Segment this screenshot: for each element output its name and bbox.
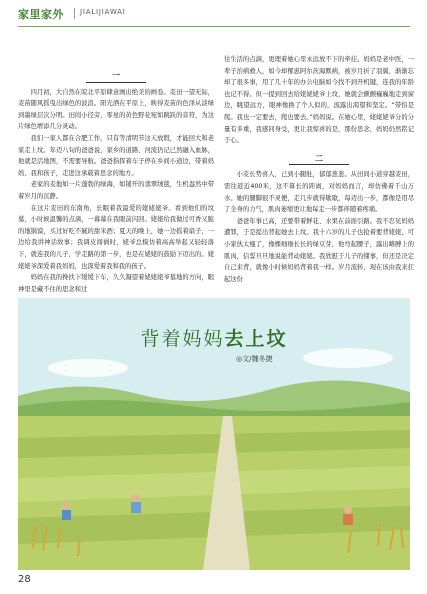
section-number: 一 — [112, 71, 120, 80]
magazine-subtitle: JIALIJIAWAI — [80, 8, 126, 16]
farmer-figure-right — [343, 506, 353, 525]
field-illustration — [18, 298, 410, 570]
author-name: ◎文/魏冬捷 — [236, 355, 273, 363]
paragraph: 妈妈在我的搀扶下缓缓下车，久久凝望着姥姥姥爷墓地的方向，眼神里是藏不住的思念和过 — [18, 274, 214, 293]
paragraph: 四月初，大自然在皖北平原肆意画出绝美的画卷。麦田一望无际，麦苗随风摇曳出绿色的波浪。阳光洒在平原上，映得麦苗的色泽从淡绿到墨绿层次分明。田间小径旁，零星的黄色野花宛如跳跃的音符，为这片绿色增添几分灵动。 — [18, 88, 214, 131]
paragraph: 我们一家人都在合肥工作，只有等清明节这天放假，才能回大和老家走上坟。年迈八旬的爸爸说，家乡的道路、河流仍记已然融入血脉，他就是活地图，不需要导航。爸爸指挥着车子停在乡间小道边，带着妈妈、我和孩子，走进这承载着思念的地方。 — [18, 134, 214, 177]
paragraph: 小麦长势喜人，已到小腿肚，郁郁葱葱。从田间小道穿越麦田，需往返近400米，这不算长的距离，对妈妈而言，却仿佛着千山万水。她的腿脚很不灵便，走几步就得歇歇，每迈出一步，都像是用尽了全身的力气，肌肉萎缩更让地每走一步都伴随着疼痛。 — [224, 171, 414, 214]
header-divider — [74, 8, 75, 19]
section-number: 二 — [315, 153, 323, 163]
paragraph: 在这片麦田的东南角，长眠着我最爱的姥姥姥爷。看到他们的坟墓，小时候温馨的点滴，一幕幕在我眼前闪回。姥姥给我做过可香又脆的地锅馍，买过好吃不腻的甜米酒；夏天的晚上，她一边摇着扇子，一边给我讲神话故事；我调皮闯祸时，姥爷总模仿着高高举起又轻轻落下，就连我的儿子，学走路的第一步，也是在姥姥的鼓励下迈出的。姥姥姥爷深爱着我妈妈，也深爱着我和我的孩子。 — [18, 204, 214, 270]
paragraph: 往生活的点滴，更理着她心里永远放不下的牵挂。妈妈是老中医，一辈子治病救人，如今却罹患阿尔茨海默病，被岁月折了羽翼，渐渐忘却了很多事，用了几十年的办公电脑如今找不到开机键，连我的年龄也记不得。但一提到回去给姥姥姥爷上坟，她就会颤颤巍巍地走到窗边，眺望远方，眼神像换了个人似的，流露出渴望和坚定。“带怕是爬。我也一定要去，爬也要去。”妈妈说。在她心里，姥姥姥爷分的分量有多重，我感同身受，更让我惊喜的是，那份思念，妈妈仍然铭记于心。 — [224, 56, 414, 145]
page-number: 28 — [18, 574, 31, 585]
author-line — [236, 354, 272, 364]
paragraph: 爸爸年事已高，还要带着鲜花、水果在前面引路。我不忍见妈妈遭罪，于是提出背起她去上坟。我十六岁的儿子也抢着要背姥姥，可小家伙太瘦了，像棵细细长长的绿豆芽，他弯起腰子，露出略膊上的肌肉，信誓旦旦地说能背动姥姥。我欣慰于儿子的懂事，但还是决定自己来背，就像小时候妈妈背着我一样。岁月流转，现在该由我来扛起这份 — [224, 217, 414, 283]
cloud — [48, 359, 128, 377]
farmer-figure-left — [62, 502, 71, 520]
section-heading-2 — [224, 153, 414, 166]
section-heading-1 — [18, 70, 214, 83]
title-bold: 去上坟 — [224, 328, 288, 350]
header-rule — [18, 26, 410, 27]
article-title — [18, 324, 410, 351]
cloud — [303, 348, 393, 368]
paragraph: 老家的麦地如一片蓬勃的绿海，如铺开的翡翠绒毯，生机盎然中带着岁月的沉静。 — [18, 181, 214, 200]
page-header — [0, 0, 427, 32]
magazine-logo: 家里家外 — [18, 8, 64, 21]
farmer-figure-center — [131, 494, 141, 513]
left-column — [18, 64, 214, 296]
section-rule — [86, 82, 146, 83]
right-column — [224, 54, 414, 290]
title-prefix: 背着妈妈 — [140, 328, 225, 350]
section-rule — [289, 164, 349, 165]
